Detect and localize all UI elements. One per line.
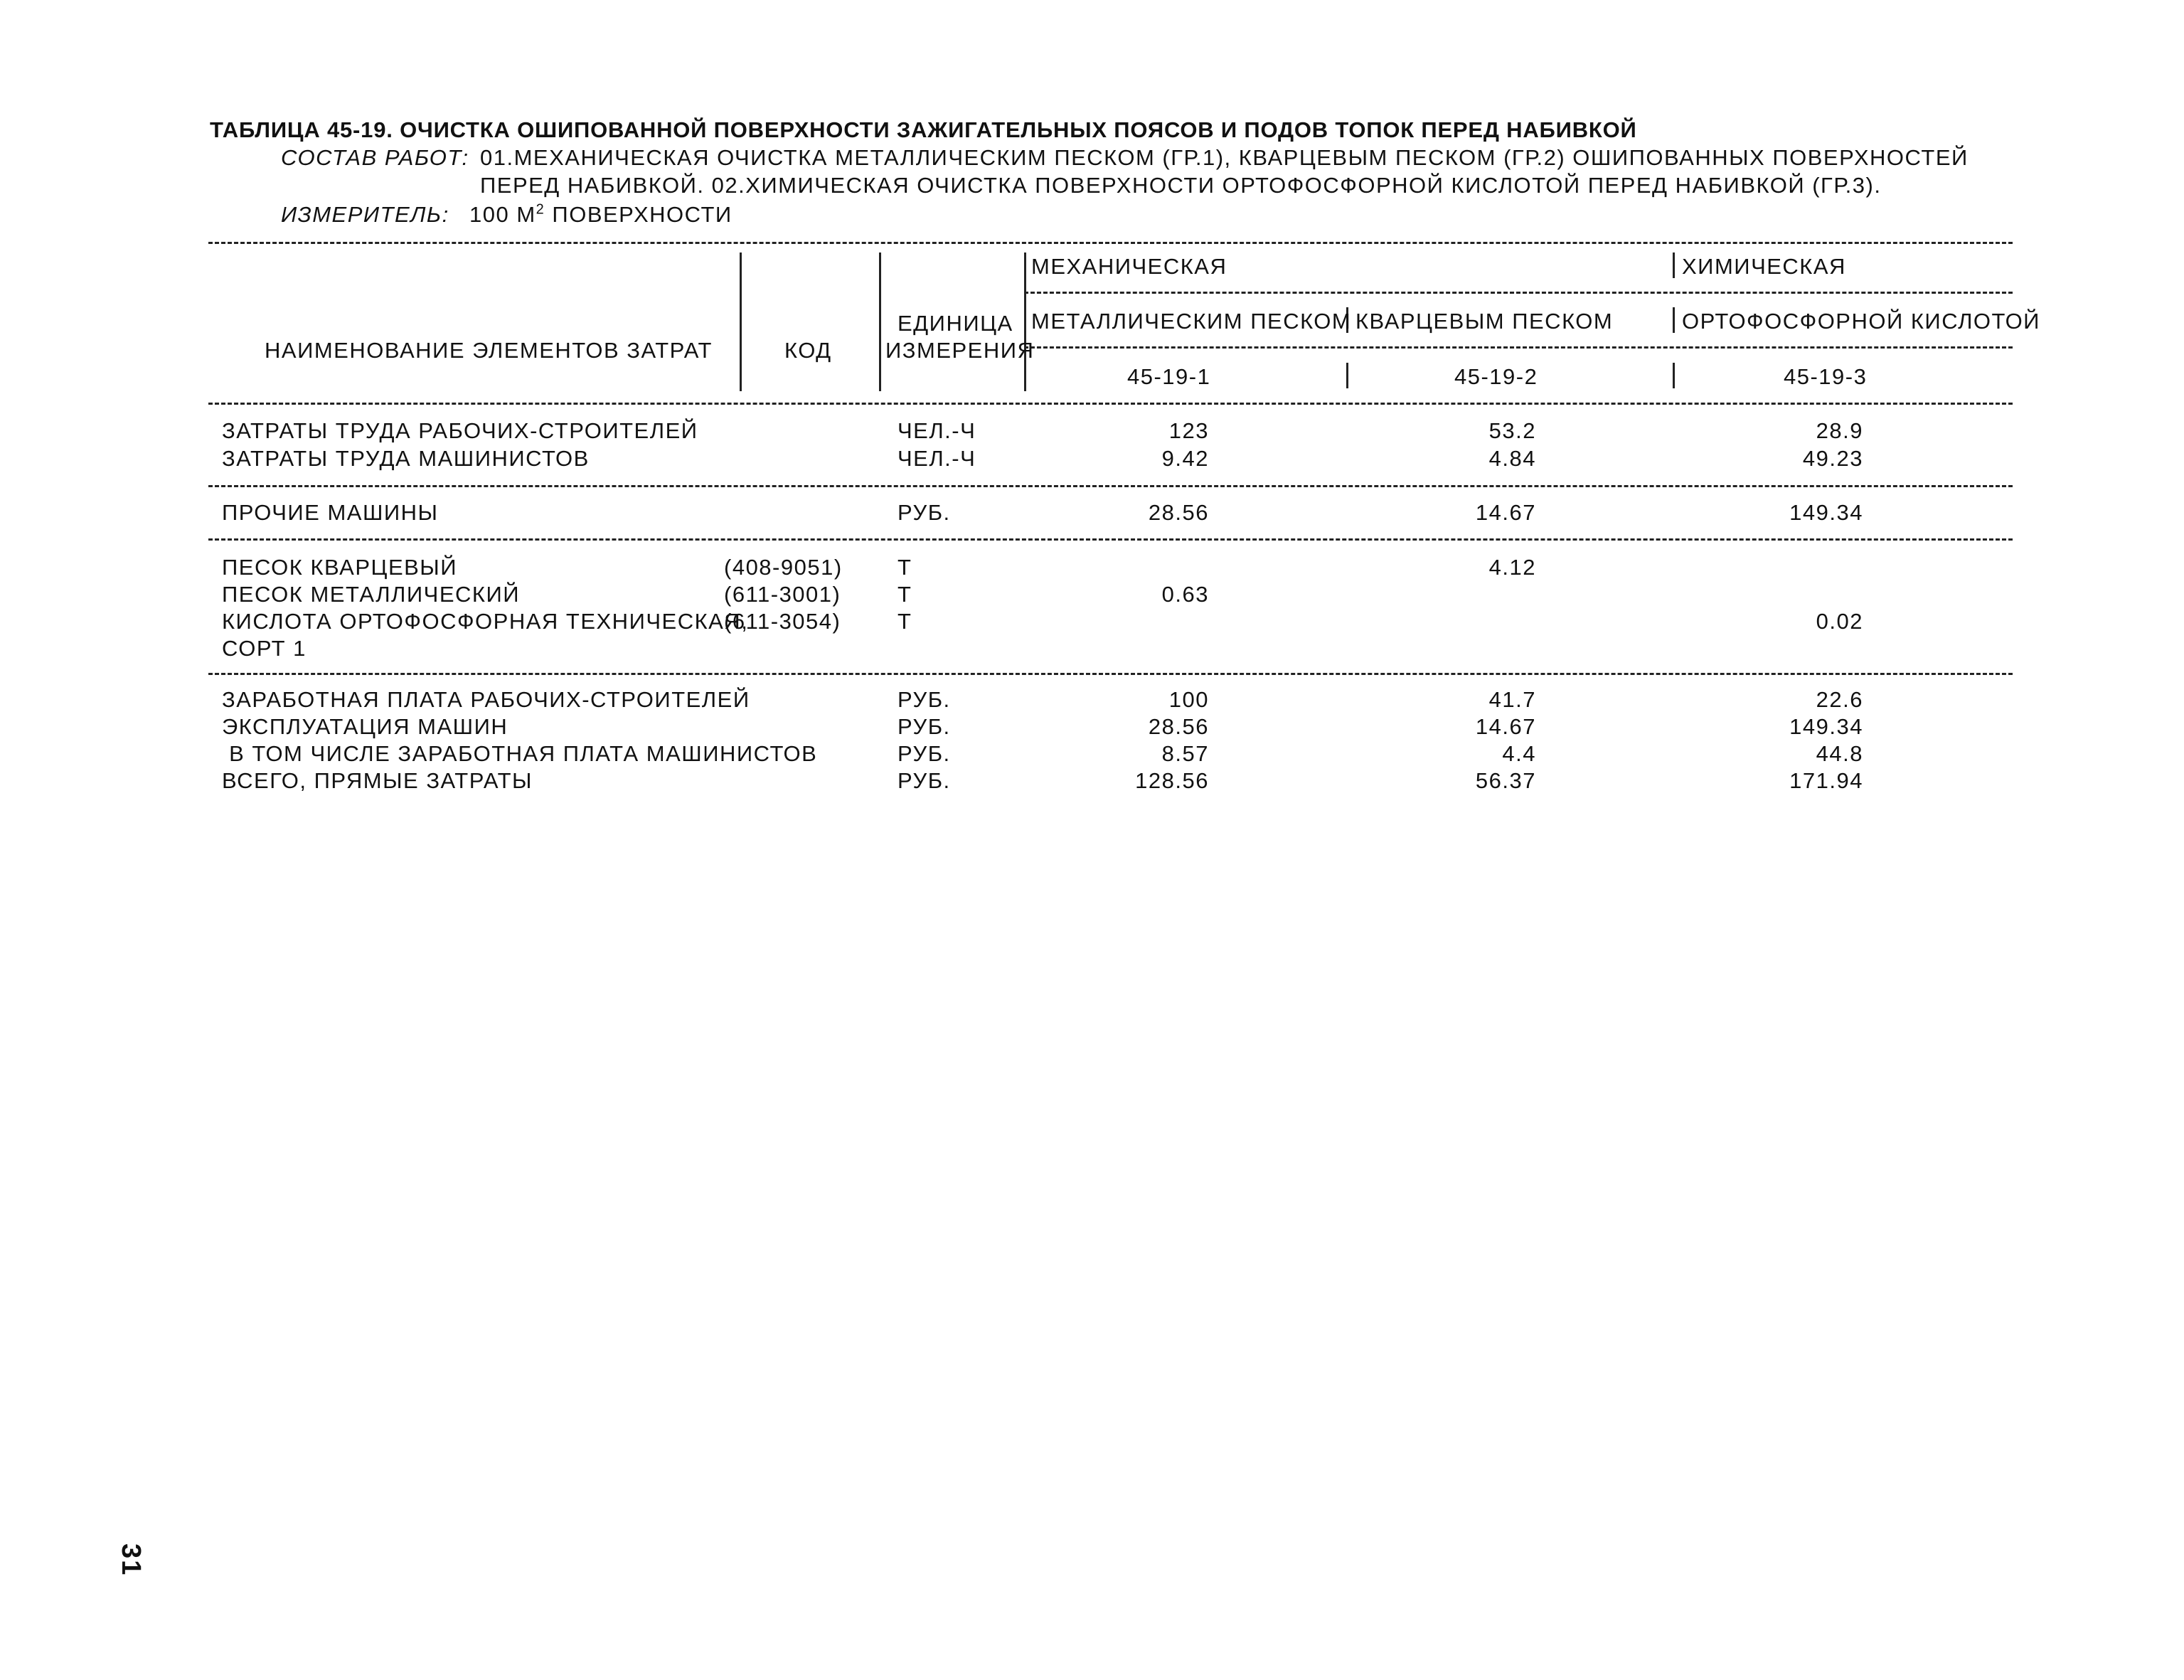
- row-v1: 9.42: [1161, 446, 1209, 471]
- row-v2: 41.7: [1488, 687, 1536, 712]
- col-unit-header-2: ИЗМЕРЕНИЯ: [885, 338, 1035, 363]
- rule-sub: [1024, 346, 2013, 349]
- vbar-code2: [1346, 363, 1348, 388]
- row-v3: 44.8: [1816, 741, 1863, 766]
- row-v3: 149.34: [1789, 500, 1863, 525]
- row-name: СОРТ 1: [222, 636, 307, 661]
- vbar-sub3: [1673, 307, 1675, 333]
- row-name: ВСЕГО, ПРЯМЫЕ ЗАТРАТЫ: [222, 768, 533, 793]
- row-name: ПЕСОК КВАРЦЕВЫЙ: [222, 555, 458, 580]
- row-v3: 0.02: [1816, 609, 1863, 634]
- code-45-19-3: 45-19-3: [1784, 364, 1868, 389]
- unit-value: 100 $М^2$ ПОВЕРХНОСТИ: [469, 201, 733, 227]
- row-unit: ЧЕЛ.-Ч: [897, 418, 976, 443]
- sub-quartz-header: КВАРЦЕВЫМ ПЕСКОМ: [1355, 309, 1614, 334]
- row-v1: 128.56: [1135, 768, 1209, 793]
- rule-group: [1024, 292, 2013, 294]
- row-name: КИСЛОТА ОРТОФОСФОРНАЯ ТЕХНИЧЕСКАЯ,: [222, 609, 749, 634]
- page-number: 31: [116, 1543, 146, 1577]
- row-unit: РУБ.: [897, 768, 951, 793]
- group-chem-header: ХИМИЧЕСКАЯ: [1682, 254, 1846, 279]
- row-v2: 4.4: [1502, 741, 1536, 766]
- row-v1: 0.63: [1161, 582, 1209, 607]
- row-v2: 14.67: [1475, 500, 1536, 525]
- row-v3: 49.23: [1802, 446, 1863, 471]
- rule-section-2: [208, 538, 2013, 541]
- row-v2: 14.67: [1475, 714, 1536, 739]
- row-v3: 22.6: [1816, 687, 1863, 712]
- row-v1: 123: [1168, 418, 1209, 443]
- row-name: ЗАРАБОТНАЯ ПЛАТА РАБОЧИХ-СТРОИТЕЛЕЙ: [222, 687, 750, 712]
- row-unit: РУБ.: [897, 687, 951, 712]
- vbar-code3: [1673, 363, 1675, 388]
- row-unit: РУБ.: [897, 714, 951, 739]
- rule-section-1: [208, 485, 2013, 487]
- row-v2: 56.37: [1475, 768, 1536, 793]
- row-name: ЗАТРАТЫ ТРУДА МАШИНИСТОВ: [222, 446, 590, 471]
- row-code: (408-9051): [724, 555, 843, 580]
- col-code-header: КОД: [784, 338, 832, 363]
- vbar-code: [879, 252, 881, 391]
- scope-line-1: 01.МЕХАНИЧЕСКАЯ ОЧИСТКА МЕТАЛЛИЧЕСКИМ ПЕСКОМ (ГР.1), КВАРЦЕВЫМ ПЕСКОМ (ГР.2) ОШИПОВАННЫХ ПОВЕРХНОСТЕЙ: [480, 145, 1969, 170]
- row-code: (611-3054): [724, 609, 841, 634]
- group-mech-header: МЕХАНИЧЕСКАЯ: [1031, 254, 1227, 279]
- col-unit-header-1: ЕДИНИЦА: [897, 311, 1013, 336]
- row-v3: 28.9: [1816, 418, 1863, 443]
- sub-acid-header: ОРТОФОСФОРНОЙ КИСЛОТОЙ: [1682, 309, 2040, 334]
- row-v1: 28.56: [1148, 500, 1209, 525]
- row-name: В ТОМ ЧИСЛЕ ЗАРАБОТНАЯ ПЛАТА МАШИНИСТОВ: [222, 741, 818, 766]
- row-v1: 28.56: [1148, 714, 1209, 739]
- unit-label: ИЗМЕРИТЕЛЬ:: [281, 202, 449, 227]
- row-unit: Т: [897, 609, 912, 634]
- vbar-chem-group: [1673, 252, 1675, 278]
- col-name-header: НАИМЕНОВАНИЕ ЭЛЕМЕНТОВ ЗАТРАТ: [265, 338, 713, 363]
- row-v1: 8.57: [1161, 741, 1209, 766]
- scope-label: СОСТАВ РАБОТ:: [281, 145, 469, 170]
- code-45-19-2: 45-19-2: [1454, 364, 1538, 389]
- rule-section-3: [208, 673, 2013, 675]
- vbar-name: [740, 252, 742, 391]
- row-name: ПРОЧИЕ МАШИНЫ: [222, 500, 439, 525]
- row-unit: РУБ.: [897, 741, 951, 766]
- row-v3: 171.94: [1789, 768, 1863, 793]
- row-unit: Т: [897, 555, 912, 580]
- row-unit: ЧЕЛ.-Ч: [897, 446, 976, 471]
- vbar-unit: [1024, 252, 1026, 391]
- row-v1: 100: [1168, 687, 1209, 712]
- row-v2: 4.84: [1488, 446, 1536, 471]
- row-v2: 4.12: [1488, 555, 1536, 580]
- scope-line-2: ПЕРЕД НАБИВКОЙ. 02.ХИМИЧЕСКАЯ ОЧИСТКА ПОВЕРХНОСТИ ОРТОФОСФОРНОЙ КИСЛОТОЙ ПЕРЕД НАБИВКОЙ (ГР.3).: [480, 173, 1882, 198]
- table-title: ТАБЛИЦА 45-19. ОЧИСТКА ОШИПОВАННОЙ ПОВЕРХНОСТИ ЗАЖИГАТЕЛЬНЫХ ПОЯСОВ И ПОДОВ ТОПОК ПЕРЕД НАБИВКОЙ: [210, 117, 1637, 142]
- row-unit: РУБ.: [897, 500, 951, 525]
- row-unit: Т: [897, 582, 912, 607]
- row-v3: 149.34: [1789, 714, 1863, 739]
- row-name: ПЕСОК МЕТАЛЛИЧЕСКИЙ: [222, 582, 521, 607]
- code-45-19-1: 45-19-1: [1127, 364, 1211, 389]
- row-name: ЭКСПЛУАТАЦИЯ МАШИН: [222, 714, 508, 739]
- sub-metal-header: МЕТАЛЛИЧЕСКИМ ПЕСКОМ: [1031, 309, 1352, 334]
- rule-header-bottom: [208, 403, 2013, 405]
- row-v2: 53.2: [1488, 418, 1536, 443]
- row-code: (611-3001): [724, 582, 841, 607]
- rule-top: [208, 242, 2013, 244]
- row-name: ЗАТРАТЫ ТРУДА РАБОЧИХ-СТРОИТЕЛЕЙ: [222, 418, 698, 443]
